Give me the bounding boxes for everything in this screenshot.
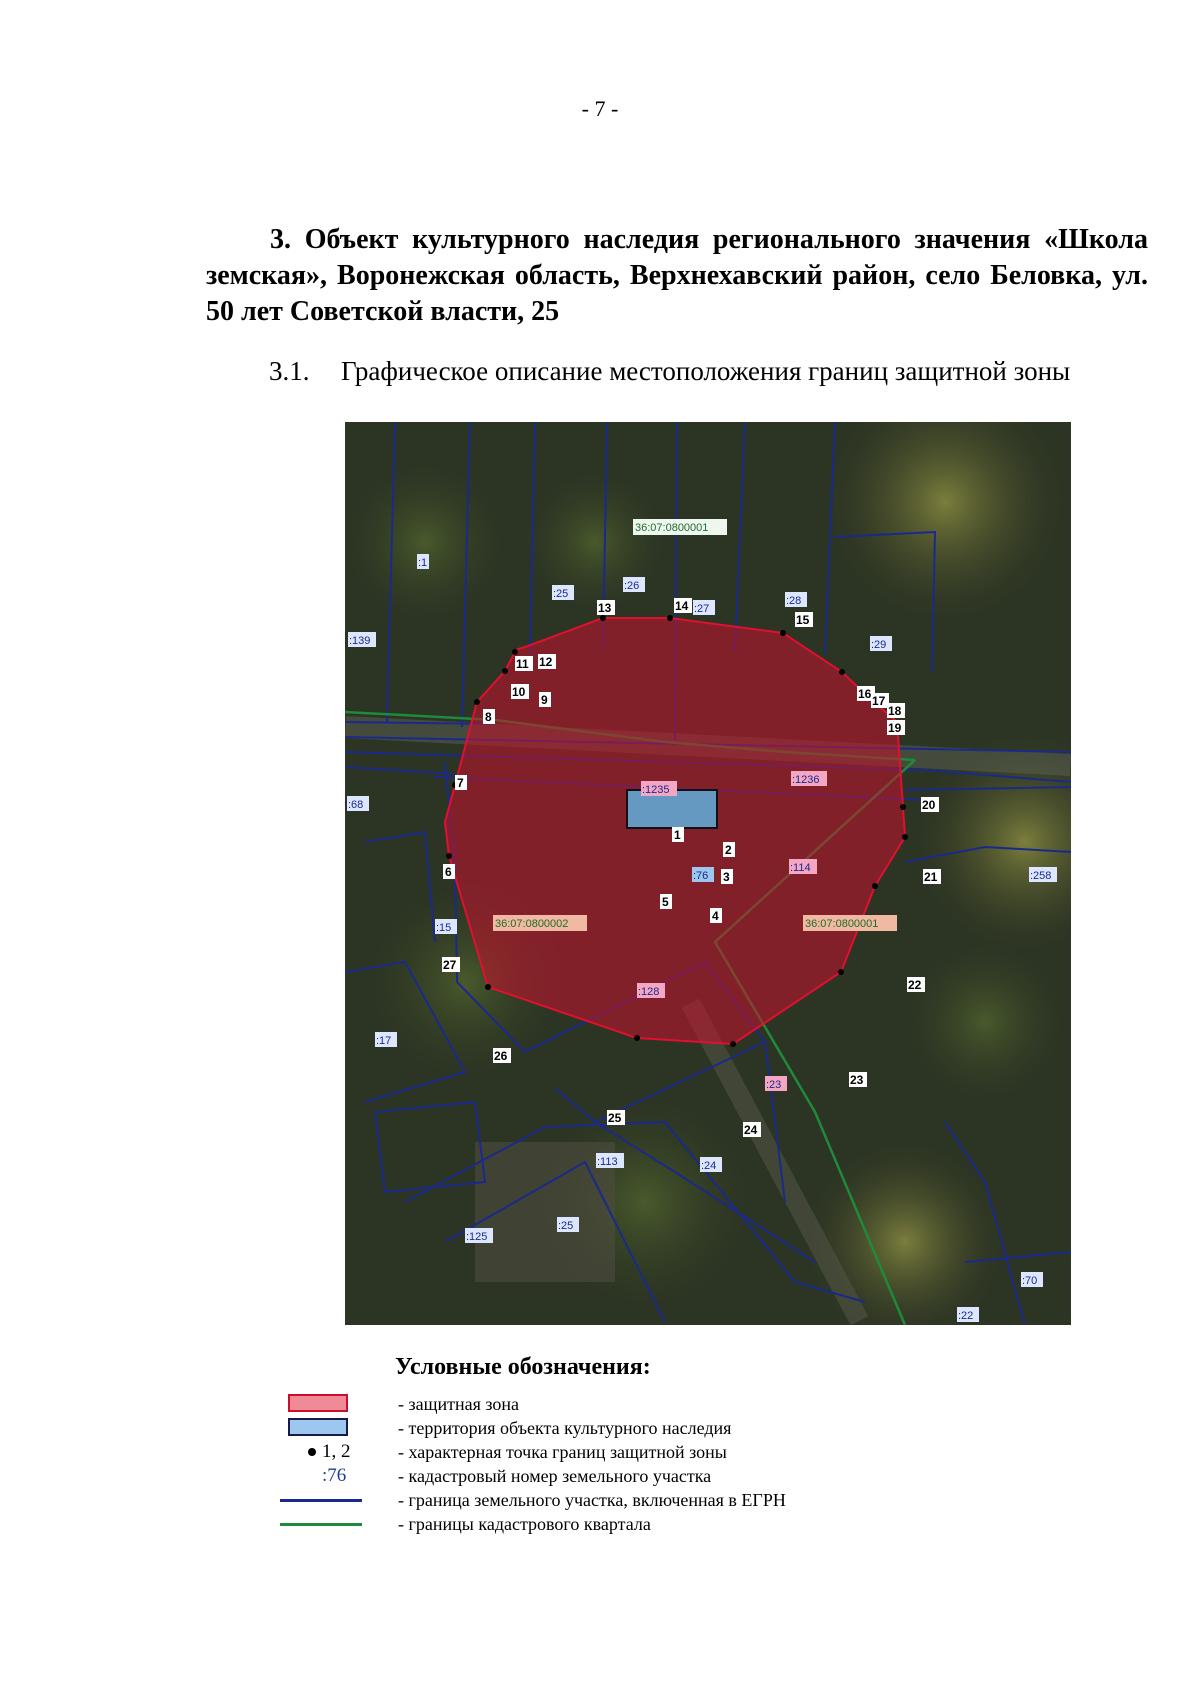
parcel-label: :26 [624, 580, 640, 592]
point-label: 23 [850, 1073, 864, 1087]
legend-title: Условные обозначения: [395, 1354, 651, 1380]
parcel-label: :114 [790, 862, 811, 874]
point-label: 18 [888, 704, 902, 718]
parcel-label: :1235 [642, 784, 670, 796]
legend-item-quarter-line: - границы кадастрового квартала [280, 1512, 980, 1536]
parcel-label: :113 [597, 1156, 618, 1168]
point-label: 27 [443, 958, 457, 972]
parcel-label: :15 [436, 922, 452, 934]
point-label: 16 [858, 687, 872, 701]
site-map [345, 422, 1071, 1325]
page-number: - 7 - [581, 96, 619, 121]
parcel-label: :76 [693, 870, 709, 882]
parcel-label: :24 [701, 1160, 717, 1172]
point-label: 3 [723, 870, 730, 884]
point-label: 11 [516, 657, 529, 671]
zone-swatch [288, 1394, 348, 1412]
quarter-label: 36:07:0800001 [805, 918, 879, 930]
parcel-label: :25 [558, 1220, 574, 1232]
legend-item-cadastral: :76 - кадастровый номер земельного участка [322, 1465, 712, 1486]
point-label: 17 [872, 694, 886, 708]
parcel-label: :17 [376, 1035, 392, 1047]
parcel-label: :29 [871, 639, 887, 651]
subsection-number: 3.1. [269, 356, 310, 386]
parcel-label: :25 [553, 588, 569, 600]
point-label: 19 [888, 721, 902, 735]
parcel-label: :27 [694, 603, 710, 615]
blue-line-swatch [280, 1499, 362, 1502]
point-label: 24 [744, 1123, 758, 1137]
point-label: 9 [541, 693, 548, 707]
point-label: 26 [494, 1049, 508, 1063]
quarter-label: 36:07:0800002 [495, 918, 569, 930]
parcel-label: :125 [466, 1231, 488, 1243]
point-label: 2 [725, 843, 732, 857]
point-label: 5 [662, 895, 669, 909]
point-label: 8 [485, 710, 492, 724]
point-label: 12 [539, 655, 553, 669]
point-label: 22 [908, 978, 922, 992]
point-label: 10 [512, 685, 526, 699]
point-label: 7 [457, 776, 464, 790]
green-line-swatch [280, 1523, 362, 1526]
point-label: 15 [796, 613, 810, 627]
section-heading: 3. Объект культурного наследия регионального значения «Школа земская», Воронежская область, Верхнехавский район, село Беловка, ул. 50 лет Советской власти, 25 [206, 224, 1148, 327]
subsection-title: Графическое описание местоположения границ защитной зоны [341, 356, 1071, 386]
point-label: 13 [598, 601, 612, 615]
parcel-label: :139 [349, 635, 371, 647]
legend-item-zone: - защитная зона [280, 1392, 980, 1416]
parcel-label: :128 [638, 986, 660, 998]
parcel-label: :258 [1030, 870, 1052, 882]
parcel-label: :22 [958, 1310, 974, 1322]
point-label: 25 [608, 1111, 622, 1125]
point-label: 21 [924, 870, 938, 884]
point-label: 1 [674, 828, 681, 842]
point-label: 20 [922, 798, 936, 812]
point-label: 6 [445, 865, 452, 879]
legend-item-parcel-line: - граница земельного участка, включенная в ЕГРН [280, 1488, 980, 1512]
parcel-label: :68 [348, 799, 364, 811]
parcel-label: :23 [766, 1079, 782, 1091]
legend-item-object: - территория объекта культурного наследия [280, 1416, 980, 1440]
parcel-label: :70 [1022, 1275, 1038, 1287]
parcel-label: :1 [418, 557, 428, 569]
subsection-heading [269, 356, 1149, 387]
point-label: 4 [712, 909, 719, 923]
quarter-label: 36:07:0800001 [635, 522, 709, 534]
parcel-label: :28 [786, 595, 802, 607]
object-swatch [288, 1418, 348, 1436]
legend-item-point: 1, 2 - характерная точка границ защитной зоны [280, 1440, 980, 1464]
point-label: 14 [675, 599, 689, 613]
point-marker-icon [308, 1448, 316, 1456]
parcel-label: :1236 [792, 774, 820, 786]
